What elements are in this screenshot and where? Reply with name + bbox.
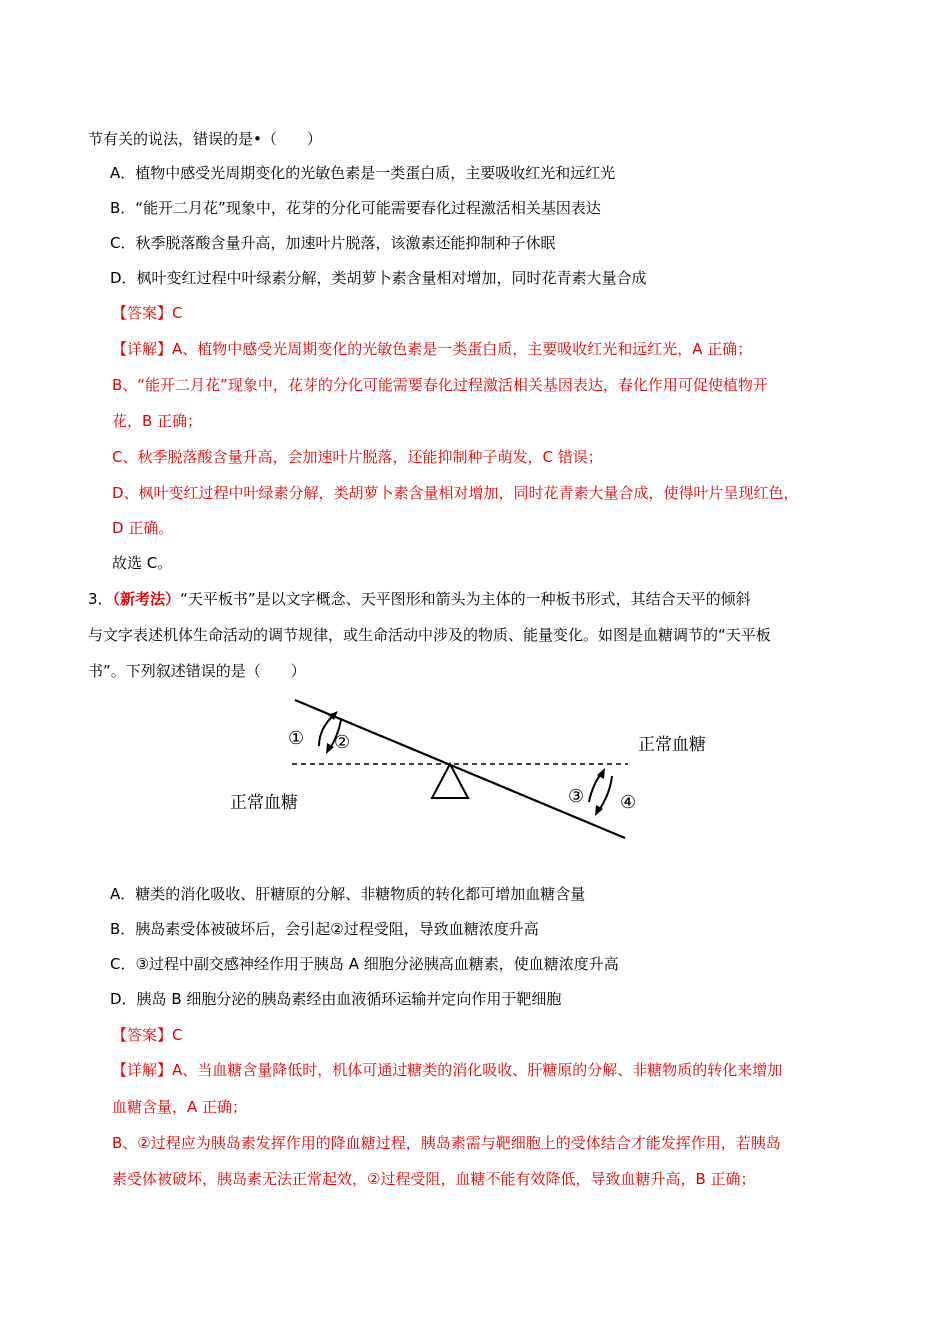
explain-text: A、当血糖含量降低时，机体可通过糖类的消化吸收、肝糖原的分解、非糖物质的转化来增加 — [172, 1061, 783, 1079]
explain-text: A、植物中感受光周期变化的光敏色素是一类蛋白质，主要吸收红光和远红光，A 正确； — [172, 340, 753, 358]
answer-label: 【答案】 — [112, 304, 173, 322]
explain-label: 【详解】 — [112, 340, 173, 358]
q3-explain-line-1 — [112, 1059, 782, 1081]
q2-explain-line-5: D、枫叶变红过程中叶绿素分解，类胡萝卜素含量相对增加，同时花青素大量合成，使得叶片呈现红色， — [112, 484, 799, 502]
new-exam-tag: （新考法） — [112, 590, 181, 608]
explain-label: 【详解】 — [112, 1061, 173, 1079]
q3-option-d: D．胰岛 B 细胞分泌的胰岛素经由血液循环运输并定向作用于靶细胞 — [110, 990, 562, 1008]
arrow-4 — [598, 776, 612, 812]
q2-answer — [112, 302, 183, 324]
answer-label: 【答案】 — [112, 1026, 173, 1044]
q3-stem-line-3: 书”。下列叙述错误的是（ ） — [88, 662, 306, 680]
q3-stem-line-2: 与文字表述机体生命活动的调节规律，或生命活动中涉及的物质、能量变化。如图是血糖调节的“天平板 — [88, 626, 771, 644]
stem-text: “天平板书”是以文字概念、天平图形和箭头为主体的一种板书形式，其结合天平的倾斜 — [180, 590, 751, 608]
q3-stem-line-1 — [88, 588, 751, 610]
q3-explain-line-3: B、②过程应为胰岛素发挥作用的降血糖过程，胰岛素需与靶细胞上的受体结合才能发挥作用，若胰岛 — [112, 1134, 781, 1152]
balance-beam — [295, 700, 625, 838]
mark-1: ① — [288, 728, 305, 749]
q2-explain-line-4: C、秋季脱落酸含量升高，会加速叶片脱落，还能抑制种子萌发，C 错误； — [112, 448, 603, 466]
q2-option-c: C．秋季脱落酸含量升高，加速叶片脱落，该激素还能抑制种子休眠 — [110, 234, 556, 252]
answer-value: C — [172, 304, 183, 322]
left-normal-glucose-label: 正常血糖 — [230, 793, 298, 813]
q2-option-a: A．植物中感受光周期变化的光敏色素是一类蛋白质，主要吸收红光和远红光 — [110, 164, 616, 182]
q2-conclusion: 故选 C。 — [112, 554, 173, 572]
mark-2: ② — [334, 732, 351, 753]
q3-option-c: C．③过程中副交感神经作用于胰岛 A 细胞分泌胰高血糖素，使血糖浓度升高 — [110, 955, 619, 973]
q3-explain-line-2: 血糖含量，A 正确； — [112, 1098, 248, 1116]
q3-answer — [112, 1024, 183, 1046]
q2-explain-line-2: B、“能开二月花”现象中，花芽的分化可能需要春化过程激活相关基因表达，春化作用可促使植物开 — [112, 376, 768, 394]
q3-option-a: A．糖类的消化吸收、肝糖原的分解、非糖物质的转化都可增加血糖含量 — [110, 885, 586, 903]
question-number: 3． — [88, 590, 113, 608]
q2-option-d: D．枫叶变红过程中叶绿素分解，类胡萝卜素含量相对增加，同时花青素大量合成 — [110, 269, 647, 287]
q2-option-b: B．“能开二月花”现象中，花芽的分化可能需要春化过程激活相关基因表达 — [110, 199, 601, 217]
q2-stem-tail: 节有关的说法，错误的是•（ ） — [88, 130, 322, 148]
q2-explain-line-1 — [112, 338, 752, 360]
right-normal-glucose-label: 正常血糖 — [638, 735, 706, 755]
answer-value: C — [172, 1026, 183, 1044]
q3-option-b: B．胰岛素受体被破坏后，会引起②过程受阻，导致血糖浓度升高 — [110, 920, 539, 938]
mark-4: ④ — [620, 792, 637, 813]
balance-board-figure — [220, 690, 740, 850]
q2-explain-line-3: 花，B 正确； — [112, 412, 203, 430]
q3-explain-line-4: 素受体被破坏，胰岛素无法正常起效，②过程受阻，血糖不能有效降低，导致血糖升高，B 正确； — [112, 1170, 756, 1188]
mark-3: ③ — [568, 786, 585, 807]
q2-explain-line-6: D 正确。 — [112, 519, 174, 537]
